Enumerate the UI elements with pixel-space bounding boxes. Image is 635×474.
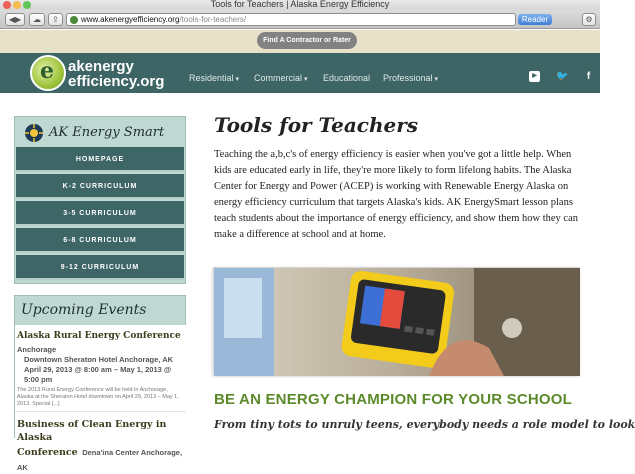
- facebook-icon[interactable]: f: [586, 71, 591, 82]
- event-description: The 2013 Rural Energy Conference will be held in Anchorage, Alaska at the Sheraton Hotel downtown on April 29, 2013 – May 1, 2013. Special [...]: [17, 387, 179, 407]
- menu-k2-curriculum[interactable]: K-2 CURRICULUM: [16, 174, 184, 199]
- feature-photo: [213, 267, 579, 375]
- energy-smart-title: AK Energy Smart: [49, 125, 165, 140]
- downloads-button[interactable]: [582, 13, 596, 26]
- chevron-down-icon: ▾: [434, 76, 439, 83]
- twitter-icon[interactable]: 🐦: [556, 71, 569, 82]
- upcoming-events-title: Upcoming Events: [21, 302, 147, 318]
- browser-toolbar: [0, 10, 600, 29]
- menu-9-12-curriculum[interactable]: 9-12 CURRICULUM: [16, 255, 184, 280]
- youtube-icon[interactable]: ▶: [529, 71, 540, 82]
- event-venue: Downtown Sheraton Hotel Anchorage, AK: [24, 355, 174, 364]
- energy-smart-logo-icon: [24, 123, 44, 143]
- nav-residential[interactable]: Residential ▾: [189, 73, 240, 83]
- cloud-tabs-button[interactable]: [29, 13, 45, 26]
- intro-paragraph: Teaching the a,b,c's of energy efficiency is easier when you've got a little help. When kids are educated early in life, they're more likely to form lifelong habits. The Alaska Center for Energy and Power (ACEP) is working with Renewable Energy Alaska on energy efficiency curriculum that targets Alaska's kids. AK EnergySmart lesson plans teach students about the importance of energy efficiency, and show them how they can make a difference at school and at home.: [214, 149, 578, 240]
- event-location: Dena'ina Center Anchorage, AK: [17, 448, 183, 472]
- logo-line-2[interactable]: efficiency.org: [68, 73, 165, 90]
- section-headline: BE AN ENERGY CHAMPION FOR YOUR SCHOOL: [214, 391, 572, 408]
- events-list: [15, 325, 186, 472]
- reader-button[interactable]: Reader: [518, 14, 552, 25]
- chevron-down-icon: ▾: [304, 76, 308, 83]
- nav-commercial[interactable]: Commercial ▾: [254, 73, 308, 83]
- site-logo[interactable]: [68, 59, 164, 89]
- nav-professional[interactable]: Professional ▾: [383, 73, 439, 83]
- section-subhead: From tiny tots to unruly teens, everybody needs a role model to look: [214, 418, 635, 431]
- share-icon: ⇪: [52, 15, 59, 24]
- share-button[interactable]: [48, 13, 63, 26]
- chevron-down-icon: ▾: [235, 76, 240, 83]
- menu-6-8-curriculum[interactable]: 6-8 CURRICULUM: [16, 228, 184, 253]
- forward-arrow-icon[interactable]: ▶: [15, 15, 22, 24]
- event-location: Anchorage: [17, 345, 57, 354]
- nav-educational[interactable]: Educational: [323, 73, 371, 83]
- thermal-camera-photo: [214, 268, 580, 376]
- logo-letter[interactable]: e: [40, 58, 54, 84]
- browser-title-bar: [0, 0, 600, 10]
- event-title[interactable]: Alaska Rural Energy Conference: [17, 331, 181, 341]
- address-bar[interactable]: [66, 13, 516, 26]
- cloud-icon: ☁: [33, 15, 41, 24]
- gear-icon: ⚙: [585, 15, 593, 24]
- url-domain: www.akenergyefficiency.org: [81, 15, 180, 24]
- event-title-cont[interactable]: Conference: [17, 447, 78, 458]
- event-title[interactable]: Business of Clean Energy in Alaska: [17, 419, 167, 443]
- page-title: Tools for Teachers: [214, 113, 419, 137]
- menu-3-5-curriculum[interactable]: 3-5 CURRICULUM: [16, 201, 184, 226]
- site-favicon-icon: [70, 16, 78, 24]
- find-contractor-button[interactable]: Find A Contractor or Rater: [257, 32, 357, 49]
- event-item[interactable]: [15, 325, 186, 408]
- event-item[interactable]: [15, 411, 186, 474]
- url-path: /tools-for-teachers/: [179, 15, 247, 24]
- menu-homepage[interactable]: HOMEPAGE: [16, 147, 184, 172]
- back-arrow-icon[interactable]: ◀: [8, 15, 15, 24]
- event-dates: April 29, 2013 @ 8:00 am – May 1, 2013 @ 5:00 pm: [24, 365, 172, 384]
- logo-line-1[interactable]: akenergy: [68, 58, 134, 75]
- back-forward-button[interactable]: [5, 13, 25, 26]
- window-title: Tools for Teachers | Alaska Energy Efficiency: [210, 0, 390, 9]
